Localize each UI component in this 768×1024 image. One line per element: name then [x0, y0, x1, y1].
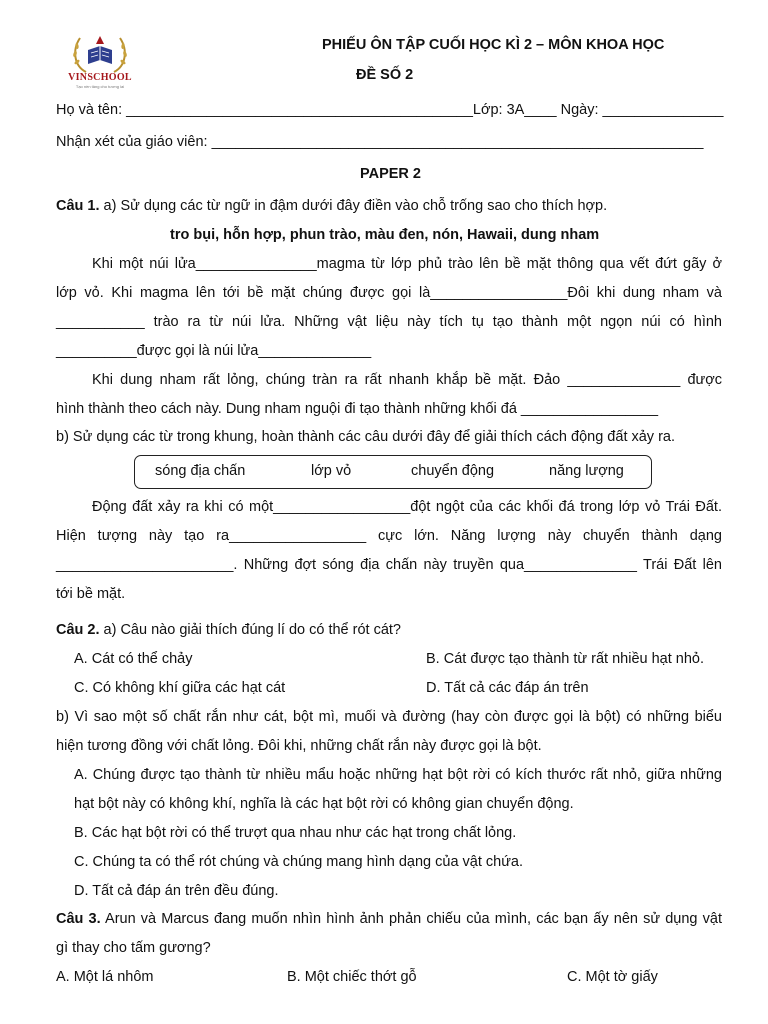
- question-2-part-a: a) Câu nào giải thích đúng lí do có thể rót cát?: [99, 622, 401, 638]
- question-1-label: Câu 1.: [56, 198, 100, 214]
- q2a-option-b: B. Cát được tạo thành từ rất nhiều hạt nhỏ.: [426, 651, 705, 667]
- vinschool-logo: [60, 32, 140, 94]
- word-box-item: lớp vỏ: [311, 463, 352, 479]
- worksheet-title: PHIẾU ÔN TẬP CUỐI HỌC KÌ 2 – MÔN KHOA HỌC: [322, 37, 665, 53]
- paper-label: PAPER 2: [360, 166, 421, 182]
- q2a-option-a: A. Cát có thể chảy: [74, 651, 193, 667]
- question-1-part-b: b) Sử dụng các từ trong khung, hoàn thành các câu dưới đây để giải thích cách động đất xảy ra.: [56, 429, 676, 445]
- q3-option-b: B. Một chiếc thớt gỗ: [287, 969, 417, 985]
- word-box-item: sóng địa chấn: [155, 463, 246, 479]
- question-2-label: Câu 2.: [56, 622, 100, 638]
- question-1-part-a: a) Sử dụng các từ ngữ in đậm dưới đây điền vào chỗ trống sao cho thích hợp.: [99, 198, 608, 214]
- q2b-option-a-line-1: A. Chúng được tạo thành từ nhiều mẩu hoặc những hạt bột rời có kích thước rất nhỏ, giữa những: [74, 767, 722, 783]
- q1-paragraph-1-line-3: ___________ trào ra từ núi lửa. Những vật liệu này tích tụ tạo thành một ngọn núi có hình: [56, 314, 722, 330]
- laurel-book-icon: [60, 32, 140, 76]
- question-3-prompt-line-2: gì thay cho tấm gương?: [56, 940, 211, 956]
- q2-part-b-line-2: hiện tương đồng với chất lỏng. Đôi khi, những chất rắn này được gọi là bột.: [56, 738, 542, 754]
- question-3-label: Câu 3.: [56, 911, 101, 927]
- student-info-line: Họ và tên: ___________________________________________Lớp: 3A____ Ngày: _______________: [56, 102, 724, 118]
- q2-part-b-line-1: b) Vì sao một số chất rắn như cát, bột mì, muối và đường (hay còn được gọi là bột) có những biểu: [56, 709, 722, 725]
- q2b-option-c: C. Chúng ta có thể rót chúng và chúng mang hình dạng của vật chứa.: [74, 854, 524, 870]
- q1-paragraph-3-line-4: tới bề mặt.: [56, 586, 126, 602]
- q2b-option-a-line-2: hạt bột này có không khí, nghĩa là các hạt bột rời có không gian chuyển động.: [74, 796, 574, 812]
- logo-tagline: Tạo nền tảng cho tương lai: [75, 84, 125, 89]
- q2b-option-d: D. Tất cả đáp án trên đều đúng.: [74, 883, 279, 899]
- q3-option-a: A. Một lá nhôm: [56, 969, 154, 985]
- question-1-prompt: [56, 198, 607, 214]
- word-bank: tro bụi, hỗn hợp, phun trào, màu đen, nón, Hawaii, dung nham: [170, 227, 600, 243]
- question-2-prompt: [56, 622, 401, 638]
- q1-paragraph-2-line-1: Khi dung nham rất lỏng, chúng tràn ra rất nhanh khắp bề mặt. Đảo ______________ được: [92, 372, 722, 388]
- q1-paragraph-1-line-2: lớp vỏ. Khi magma lên tới bề mặt chúng được gọi là_________________Đôi khi dung nham và: [56, 285, 722, 301]
- q1-paragraph-3-line-1: Động đất xảy ra khi có một_________________đột ngột của các khối đá trong lớp vỏ Trái Đất.: [92, 499, 722, 515]
- word-box-item: chuyển động: [411, 463, 495, 479]
- teacher-comment-line: Nhận xét của giáo viên: _____________________________________________________________: [56, 134, 704, 150]
- q3-option-c: C. Một tờ giấy: [567, 969, 658, 985]
- q1-paragraph-1-line-1: Khi một núi lửa_______________magma từ lớp phủ trào lên bề mặt thông qua vết đứt gãy ở: [92, 256, 722, 272]
- word-box: [134, 455, 652, 489]
- logo-name: VINSCHOOL: [68, 72, 132, 83]
- q2b-option-b: B. Các hạt bột rời có thể trượt qua nhau như các hạt trong chất lỏng.: [74, 825, 517, 841]
- exam-number: ĐỀ SỐ 2: [356, 67, 414, 83]
- question-3-text: Arun và Marcus đang muốn nhìn hình ảnh phản chiếu của mình, các bạn ấy nên sử dụng vật: [100, 911, 722, 927]
- word-box-item: năng lượng: [549, 463, 624, 479]
- q2a-option-d: D. Tất cả các đáp án trên: [426, 680, 589, 696]
- q1-paragraph-1-line-4: __________được gọi là núi lửa______________: [56, 343, 372, 359]
- q1-paragraph-3-line-3: ______________________. Những đợt sóng địa chấn này truyền qua______________ Trái Đất lên: [56, 557, 722, 573]
- q1-paragraph-2-line-2: hình thành theo cách này. Dung nham nguội đi tạo thành những khối đá _________________: [56, 401, 659, 417]
- q2a-option-c: C. Có không khí giữa các hạt cát: [74, 680, 286, 696]
- q1-paragraph-3-line-2: Hiện tượng này tạo ra_________________ cực lớn. Năng lượng này chuyển thành dạng: [56, 528, 722, 544]
- question-3-prompt-line-1: [56, 911, 722, 927]
